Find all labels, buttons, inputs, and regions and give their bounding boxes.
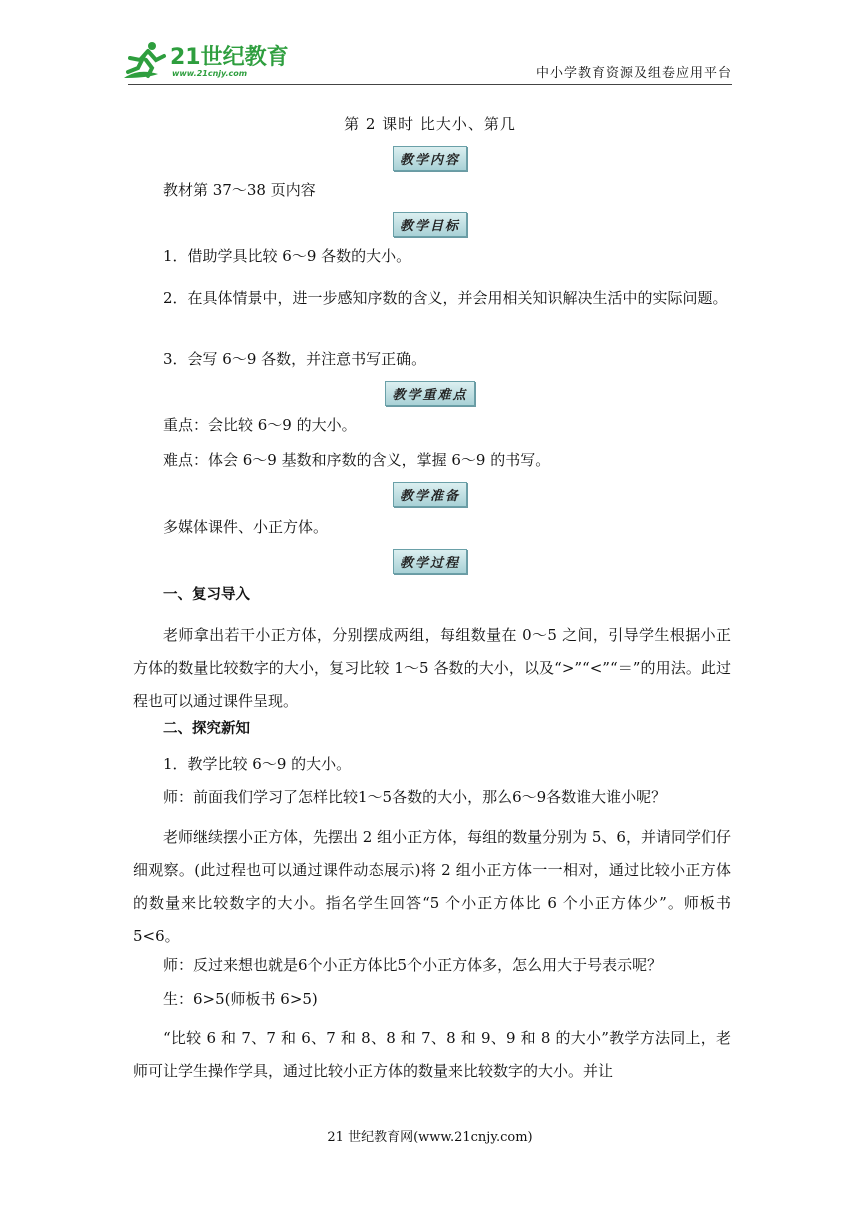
badge-content-wrap bbox=[0, 146, 860, 171]
badge-key-points: 教学重难点 bbox=[385, 381, 474, 406]
prep-text: 多媒体课件、小正方体。 bbox=[163, 518, 329, 536]
goal-item-3: 3．会写 6～9 各数，并注意书写正确。 bbox=[163, 350, 427, 368]
important-point: 重点：会比较 6～9 的大小。 bbox=[163, 416, 357, 434]
difficult-point: 难点：体会 6～9 基数和序数的含义，掌握 6～9 的书写。 bbox=[163, 451, 551, 469]
header-platform-text: 中小学教育资源及组卷应用平台 bbox=[535, 66, 732, 81]
section2-title: 二、探究新知 bbox=[163, 721, 250, 737]
goal-item-1: 1．借助学具比较 6～9 各数的大小。 bbox=[163, 247, 412, 265]
svg-text:www.21cnjy.com: www.21cnjy.com bbox=[172, 69, 248, 78]
teacher-question-1: 师：前面我们学习了怎样比较1～5各数的大小，那么6～9各数谁大谁小呢？ bbox=[163, 788, 667, 806]
page-footer: 21 世纪教育网(www.21cnjy.com) bbox=[327, 1130, 533, 1145]
lesson-title: 第 2 课时 比大小、第几 bbox=[344, 115, 516, 133]
badge-teaching-content: 教学内容 bbox=[393, 146, 467, 171]
badge-prep-wrap bbox=[0, 482, 860, 507]
student-answer-1: 生：6>5(师板书 6>5) bbox=[163, 990, 318, 1008]
content-text: 教材第 37～38 页内容 bbox=[163, 181, 316, 199]
badge-process-wrap bbox=[0, 549, 860, 574]
badge-teaching-goals: 教学目标 bbox=[393, 212, 467, 237]
site-logo bbox=[118, 38, 288, 82]
teacher-question-2: 师：反过来想也就是6个小正方体比5个小正方体多，怎么用大于号表示呢？ bbox=[163, 956, 663, 974]
item1-heading: 1．教学比较 6～9 的大小。 bbox=[163, 755, 352, 773]
runner-logo-icon bbox=[118, 38, 288, 82]
svg-text:21世纪教育: 21世纪教育 bbox=[170, 45, 288, 70]
badge-teaching-prep: 教学准备 bbox=[393, 482, 467, 507]
goal-item-2: 2．在具体情景中，进一步感知序数的含义，并会用相关知识解决生活中的实际问题。 bbox=[163, 289, 728, 307]
header-divider bbox=[128, 84, 732, 85]
section1-title: 一、复习导入 bbox=[163, 587, 250, 603]
paragraph-1: 老师继续摆小正方体，先摆出 2 组小正方体，每组的数量分别为 5、6，并请同学们仔细观察。(此过程也可以通过课件动态展示)将 2 组小正方体一一相对，通过比较小正方体的数量来比较数字的大小。指名学生回答“5 个小正方体比 6 个小正方体少”。师板书 5<6。 bbox=[133, 828, 731, 945]
badge-teaching-process: 教学过程 bbox=[393, 549, 467, 574]
paragraph-2: “比较 6 和 7、7 和 6、7 和 8、8 和 7、8 和 9、9 和 8 的大小”教学方法同上，老师可让学生操作学具，通过比较小正方体的数量来比较数字的大小。并让 bbox=[133, 1029, 731, 1080]
badge-keypoints-wrap bbox=[0, 381, 860, 406]
badge-goals-wrap bbox=[0, 212, 860, 237]
section1-text: 老师拿出若干小正方体，分别摆成两组，每组数量在 0～5 之间，引导学生根据小正方体的数量比较数字的大小，复习比较 1～5 各数的大小，以及“>”“<”“＝”的用法。此过程也可以通过课件呈现。 bbox=[133, 626, 731, 710]
